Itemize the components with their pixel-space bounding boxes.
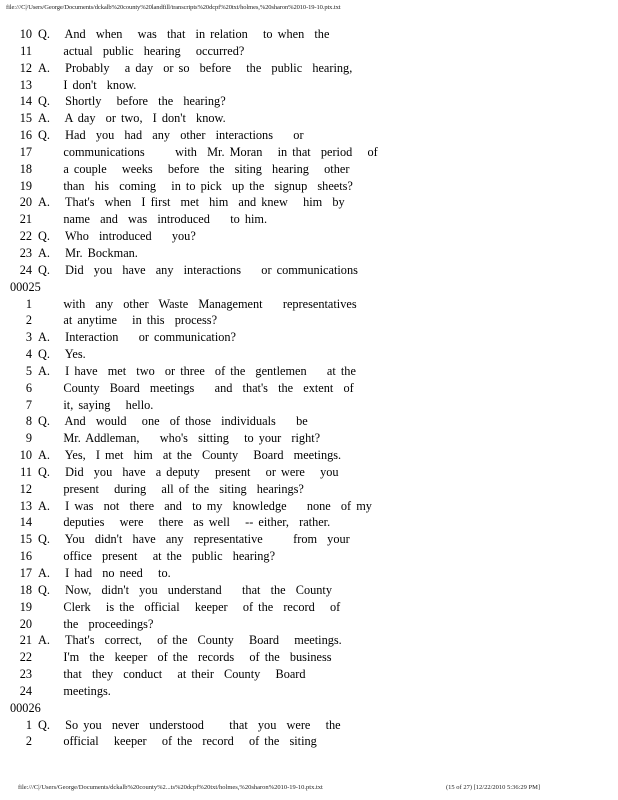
transcript-line <box>10 43 610 60</box>
transcript-line <box>10 632 610 649</box>
line-text: official keeper of the record of the siting <box>38 734 317 749</box>
line-number: 5 <box>25 363 32 378</box>
line-number: 19 <box>19 178 32 193</box>
transcript-line <box>10 447 610 464</box>
transcript-line <box>10 380 610 397</box>
line-text: at anytime in this process? <box>38 313 218 328</box>
line-number: 12 <box>19 481 32 496</box>
transcript-line <box>10 413 610 430</box>
transcript-line <box>10 683 610 700</box>
transcript-body <box>10 26 610 750</box>
line-text: A. Yes, I met him at the County Board meetings. <box>38 448 342 463</box>
line-text: A. Probably a day or so before the public hearing, <box>38 60 353 75</box>
line-text: Q. Who introduced you? <box>38 229 196 244</box>
line-number: 6 <box>25 380 32 395</box>
line-text: Mr. Addleman, who's sitting to your right? <box>38 431 321 446</box>
transcript-line <box>10 733 610 750</box>
line-text: A. Mr. Bockman. <box>38 245 138 260</box>
line-text: A. I was not there and to my knowledge none of my <box>38 498 372 513</box>
transcript-line <box>10 144 610 161</box>
page-number-text: 00026 <box>10 700 41 715</box>
line-text: meetings. <box>38 683 111 698</box>
line-text: a couple weeks before the siting hearing other <box>38 161 350 176</box>
line-number: 24 <box>19 683 32 698</box>
line-number: 7 <box>25 397 32 412</box>
line-text: A. I have met two or three of the gentlemen at the <box>38 363 356 378</box>
transcript-line <box>10 245 610 262</box>
transcript-line <box>10 599 610 616</box>
page-info-footer: (15 of 27) [12/22/2010 5:36:29 PM] <box>446 784 541 791</box>
transcript-line <box>10 296 610 313</box>
line-text: I don't know. <box>38 77 137 92</box>
transcript-line <box>10 498 610 515</box>
line-number: 8 <box>25 414 32 429</box>
line-text: Q. Had you had any other interactions or <box>38 128 304 143</box>
transcript-line <box>10 565 610 582</box>
line-number: 3 <box>25 330 32 345</box>
line-number: 18 <box>19 161 32 176</box>
line-text: with any other Waste Management representatives <box>38 296 357 311</box>
transcript-line <box>10 582 610 599</box>
page-number-marker <box>10 700 610 717</box>
transcript-line <box>10 548 610 565</box>
line-number: 4 <box>25 347 32 362</box>
line-text: that they conduct at their County Board <box>38 667 306 682</box>
transcript-line <box>10 430 610 447</box>
transcript-line <box>10 127 610 144</box>
line-text: Q. Yes. <box>38 347 86 362</box>
line-text: A. Interaction or communication? <box>38 330 237 345</box>
line-number: 18 <box>19 582 32 597</box>
line-text: County Board meetings and that's the extent of <box>38 380 354 395</box>
line-number: 23 <box>19 667 32 682</box>
line-number: 21 <box>19 212 32 227</box>
transcript-line <box>10 26 610 43</box>
transcript-line <box>10 616 610 633</box>
line-text: communications with Mr. Moran in that period of <box>38 144 378 159</box>
file-path-footer: file:///C|/Users/George/Documents/dckalb%20county%2...ts%20dcpf%20txt/holmes,%20sharon%2010-19-10.ptx.txt <box>18 784 323 791</box>
transcript-line <box>10 194 610 211</box>
line-text: Q. And when was that in relation to when the <box>38 27 330 41</box>
line-text: deputies were there as well -- either, rather. <box>38 515 331 530</box>
line-text: it, saying hello. <box>38 397 154 412</box>
line-number: 23 <box>19 245 32 260</box>
page-number-marker <box>10 279 610 296</box>
transcript-line <box>10 110 610 127</box>
line-text: Q. You didn't have any representative from your <box>38 532 350 547</box>
transcript-line <box>10 161 610 178</box>
line-text: Q. Did you have a deputy present or were you <box>38 464 339 479</box>
line-number: 11 <box>20 464 32 479</box>
line-number: 12 <box>19 60 32 75</box>
line-number: 22 <box>19 650 32 665</box>
transcript-line <box>10 481 610 498</box>
line-text: I'm the keeper of the records of the business <box>38 650 332 665</box>
transcript-line <box>10 329 610 346</box>
line-text: actual public hearing occurred? <box>38 43 245 58</box>
transcript-line <box>10 312 610 329</box>
line-text: Q. And would one of those individuals be <box>38 414 308 429</box>
line-text: A. That's correct, of the County Board meetings. <box>38 633 342 648</box>
line-number: 13 <box>19 77 32 92</box>
line-number: 19 <box>19 599 32 614</box>
line-text: the proceedings? <box>38 616 154 631</box>
transcript-line <box>10 717 610 734</box>
line-number: 13 <box>19 498 32 513</box>
transcript-line <box>10 649 610 666</box>
line-text: than his coming in to pick up the signup sheets? <box>38 178 353 193</box>
transcript-line <box>10 346 610 363</box>
transcript-line <box>10 93 610 110</box>
transcript-line <box>10 211 610 228</box>
transcript-line <box>10 178 610 195</box>
line-number: 1 <box>25 717 32 732</box>
transcript-line <box>10 531 610 548</box>
line-number: 21 <box>19 633 32 648</box>
line-text: Clerk is the official keeper of the record of <box>38 599 341 614</box>
transcript-line <box>10 464 610 481</box>
line-number: 14 <box>19 515 32 530</box>
transcript-line <box>10 397 610 414</box>
line-number: 17 <box>19 566 32 580</box>
line-number: 24 <box>19 262 32 277</box>
transcript-line <box>10 363 610 380</box>
line-number: 15 <box>19 532 32 547</box>
line-text: present during all of the siting hearings? <box>38 481 304 496</box>
page-number-text: 00025 <box>10 279 41 294</box>
transcript-line <box>10 60 610 77</box>
transcript-line <box>10 77 610 94</box>
line-number: 22 <box>19 229 32 244</box>
line-number: 16 <box>19 549 32 564</box>
file-path-header: file:///C|/Users/George/Documents/dckalb%20county%20landfill/transcripts%20dcpf%20txt/holmes,%20sharon%2010-19-10.ptx.txt <box>6 4 341 11</box>
transcript-line <box>10 514 610 531</box>
line-text: Q. Did you have any interactions or communications <box>38 262 358 277</box>
line-text: A. That's when I first met him and knew him by <box>38 195 345 210</box>
line-number: 17 <box>19 144 32 159</box>
line-text: office present at the public hearing? <box>38 549 276 564</box>
transcript-line <box>10 666 610 683</box>
transcript-line <box>10 228 610 245</box>
line-number: 16 <box>19 128 32 143</box>
line-number: 9 <box>25 431 32 446</box>
line-text: Q. Shortly before the hearing? <box>38 94 226 109</box>
line-text: name and was introduced to him. <box>38 212 268 227</box>
transcript-line <box>10 262 610 279</box>
line-text: Q. So you never understood that you were the <box>38 717 341 732</box>
line-number: 14 <box>19 94 32 109</box>
line-text: A. I had no need to. <box>38 566 171 580</box>
line-number: 11 <box>20 43 32 58</box>
line-number: 10 <box>19 27 32 41</box>
line-text: A. A day or two, I don't know. <box>38 111 226 126</box>
line-number: 20 <box>19 195 32 210</box>
line-text: Q. Now, didn't you understand that the County <box>38 582 332 597</box>
line-number: 15 <box>19 111 32 126</box>
line-number: 1 <box>25 296 32 311</box>
line-number: 2 <box>25 313 32 328</box>
line-number: 2 <box>25 734 32 749</box>
line-number: 10 <box>19 448 32 463</box>
line-number: 20 <box>19 616 32 631</box>
